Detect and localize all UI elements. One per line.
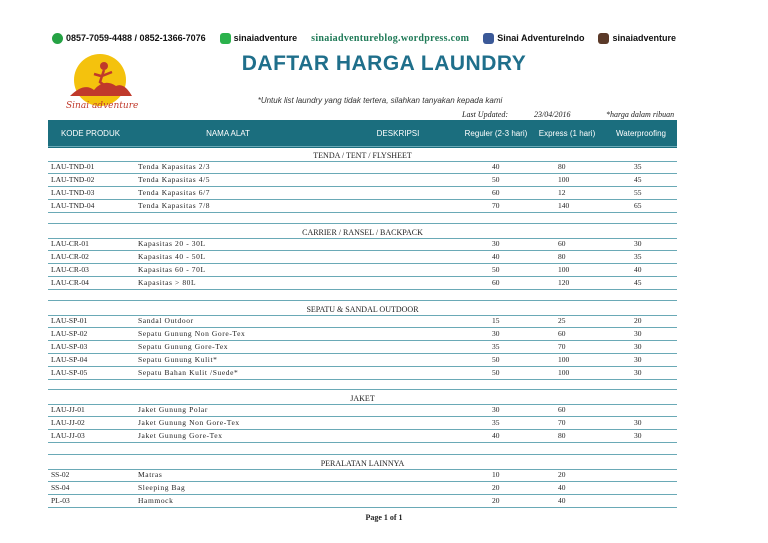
product-code: LAU-CR-02 xyxy=(51,251,89,261)
table-row xyxy=(48,161,677,174)
product-code: LAU-JJ-03 xyxy=(51,430,85,440)
table-row xyxy=(48,341,677,354)
product-code: LAU-CR-04 xyxy=(51,277,89,287)
price-express: 100 xyxy=(558,264,570,274)
price-express: 140 xyxy=(558,200,570,210)
price-regular: 20 xyxy=(492,495,500,505)
product-name: Tenda Kapasitas 6/7 xyxy=(138,187,211,197)
table-row xyxy=(48,354,677,367)
section-title: JAKET xyxy=(48,393,677,405)
price-waterproof: 30 xyxy=(634,328,642,338)
price-regular: 50 xyxy=(492,367,500,377)
price-express: 100 xyxy=(558,174,570,184)
price-waterproof: 35 xyxy=(634,251,642,261)
price-express: 60 xyxy=(558,405,566,414)
table-row xyxy=(48,238,677,251)
whatsapp-icon xyxy=(52,33,63,44)
table-row xyxy=(48,315,677,328)
price-regular: 30 xyxy=(492,405,500,414)
price-regular: 30 xyxy=(492,239,500,248)
price-express: 80 xyxy=(558,251,566,261)
section-spacer xyxy=(48,300,677,301)
price-express: 80 xyxy=(558,162,566,171)
last-updated-label: Last Updated: xyxy=(462,110,508,119)
price-waterproof: 30 xyxy=(634,367,642,377)
table-row xyxy=(48,187,677,200)
product-name: Tenda Kapasitas 4/5 xyxy=(138,174,211,184)
table-row xyxy=(48,277,677,290)
price-regular: 70 xyxy=(492,200,500,210)
unit-note: *harga dalam ribuan xyxy=(606,110,675,119)
price-regular: 40 xyxy=(492,251,500,261)
product-code: LAU-JJ-01 xyxy=(51,405,85,414)
table-row xyxy=(48,251,677,264)
price-regular: 40 xyxy=(492,162,500,171)
blog-link[interactable]: sinaiadventureblog.wordpress.com xyxy=(311,32,470,44)
section-title: SEPATU & SANDAL OUTDOOR xyxy=(48,304,677,316)
product-name: Jaket Gunung Non Gore-Tex xyxy=(138,417,240,427)
price-regular: 35 xyxy=(492,417,500,427)
price-express: 70 xyxy=(558,341,566,351)
product-code: LAU-CR-03 xyxy=(51,264,89,274)
table-row xyxy=(48,328,677,341)
price-regular: 15 xyxy=(492,316,500,325)
section-spacer xyxy=(48,223,677,224)
facebook-icon xyxy=(483,33,494,44)
price-express: 70 xyxy=(558,417,566,427)
section-spacer xyxy=(48,454,677,455)
product-code: SS-02 xyxy=(51,470,70,479)
price-regular: 10 xyxy=(492,470,500,479)
product-name: Sleeping Bag xyxy=(138,482,186,492)
price-regular: 60 xyxy=(492,277,500,287)
price-regular: 50 xyxy=(492,354,500,364)
header-waterproof: Waterproofing xyxy=(616,129,666,138)
product-code: LAU-SP-05 xyxy=(51,367,88,377)
price-regular: 35 xyxy=(492,341,500,351)
price-express: 60 xyxy=(558,328,566,338)
page-title: DAFTAR HARGA LAUNDRY xyxy=(241,52,527,75)
header-regular: Reguler (2-3 hari) xyxy=(464,129,528,138)
price-regular: 40 xyxy=(492,430,500,440)
product-name: Sepatu Gunung Non Gore-Tex xyxy=(138,328,246,338)
product-code: LAU-SP-02 xyxy=(51,328,88,338)
product-name: Sandal Outdoor xyxy=(138,316,194,325)
page-footer: Page 1 of 1 xyxy=(365,513,403,522)
price-express: 60 xyxy=(558,239,566,248)
price-waterproof: 30 xyxy=(634,354,642,364)
price-express: 100 xyxy=(558,367,570,377)
product-name: Hammock xyxy=(138,495,174,505)
product-name: Jaket Gunung Gore-Tex xyxy=(138,430,223,440)
instagram-handle: sinaiadventure xyxy=(612,33,677,43)
header-name: NAMA ALAT xyxy=(206,129,250,138)
section-title: TENDA / TENT / FLYSHEET xyxy=(48,150,677,162)
table-row xyxy=(48,430,677,443)
section-spacer xyxy=(48,146,677,147)
price-express: 20 xyxy=(558,470,566,479)
contact-bar xyxy=(52,30,742,46)
price-waterproof: 20 xyxy=(634,316,642,325)
table-row xyxy=(48,495,677,508)
header-express: Express (1 hari) xyxy=(538,129,596,138)
section-spacer xyxy=(48,389,677,390)
product-name: Kapasitas 20 - 30L xyxy=(138,239,206,248)
price-waterproof: 30 xyxy=(634,239,642,248)
line-handle: sinaiadventure xyxy=(233,33,298,43)
table-row xyxy=(48,469,677,482)
product-code: LAU-TND-04 xyxy=(51,200,95,210)
product-name: Kapasitas > 80L xyxy=(138,277,197,287)
product-name: Kapasitas 60 - 70L xyxy=(138,264,206,274)
price-waterproof: 45 xyxy=(634,277,642,287)
price-express: 80 xyxy=(558,430,566,440)
price-regular: 60 xyxy=(492,187,500,197)
facebook-handle: Sinai AdventureIndo xyxy=(497,33,585,43)
header-desc: DESKRIPSI xyxy=(376,129,420,138)
product-name: Sepatu Gunung Gore-Tex xyxy=(138,341,229,351)
price-waterproof: 40 xyxy=(634,264,642,274)
product-name: Sepatu Gunung Kulit* xyxy=(138,354,218,364)
table-row xyxy=(48,482,677,495)
header-code: KODE PRODUK xyxy=(60,129,121,138)
product-code: LAU-TND-02 xyxy=(51,174,95,184)
price-waterproof: 30 xyxy=(634,341,642,351)
table-row xyxy=(48,367,677,380)
product-name: Matras xyxy=(138,470,163,479)
table-row xyxy=(48,174,677,187)
price-waterproof: 65 xyxy=(634,200,642,210)
price-waterproof: 45 xyxy=(634,174,642,184)
product-code: SS-04 xyxy=(51,482,70,492)
product-code: LAU-SP-01 xyxy=(51,316,88,325)
product-code: PL-03 xyxy=(51,495,70,505)
last-updated-date: 23/04/2016 xyxy=(534,110,571,119)
product-code: LAU-SP-04 xyxy=(51,354,88,364)
price-waterproof: 35 xyxy=(634,162,642,171)
section-title: CARRIER / RANSEL / BACKPACK xyxy=(48,227,677,239)
price-waterproof: 30 xyxy=(634,417,642,427)
table-row xyxy=(48,417,677,430)
product-name: Sepatu Bahan Kulit /Suede* xyxy=(138,367,239,377)
logo-text: Sinai adventure xyxy=(66,101,139,111)
price-express: 40 xyxy=(558,482,566,492)
product-name: Jaket Gunung Polar xyxy=(138,405,208,414)
table-row xyxy=(48,200,677,213)
price-regular: 50 xyxy=(492,264,500,274)
product-code: LAU-CR-01 xyxy=(51,239,89,248)
price-waterproof: 55 xyxy=(634,187,642,197)
note: *Untuk list laundry yang tidak tertera, silahkan tanyakan kepada kami xyxy=(257,96,503,105)
price-express: 40 xyxy=(558,495,566,505)
price-express: 25 xyxy=(558,316,566,325)
price-regular: 30 xyxy=(492,328,500,338)
price-express: 12 xyxy=(558,187,566,197)
product-code: LAU-TND-03 xyxy=(51,187,95,197)
product-code: LAU-SP-03 xyxy=(51,341,88,351)
price-waterproof: 30 xyxy=(634,430,642,440)
product-name: Tenda Kapasitas 7/8 xyxy=(138,200,211,210)
phone-numbers: 0857-7059-4488 / 0852-1366-7076 xyxy=(66,33,206,43)
table-row xyxy=(48,404,677,417)
price-regular: 20 xyxy=(492,482,500,492)
price-express: 100 xyxy=(558,354,570,364)
price-express: 120 xyxy=(558,277,570,287)
price-regular: 50 xyxy=(492,174,500,184)
table-row xyxy=(48,264,677,277)
section-title: PERALATAN LAINNYA xyxy=(48,458,677,470)
line-icon xyxy=(220,33,231,44)
table-header xyxy=(48,120,677,148)
product-name: Tenda Kapasitas 2/3 xyxy=(138,162,211,171)
product-name: Kapasitas 40 - 50L xyxy=(138,251,206,261)
instagram-icon xyxy=(598,33,609,44)
product-code: LAU-JJ-02 xyxy=(51,417,85,427)
product-code: LAU-TND-01 xyxy=(51,162,95,171)
